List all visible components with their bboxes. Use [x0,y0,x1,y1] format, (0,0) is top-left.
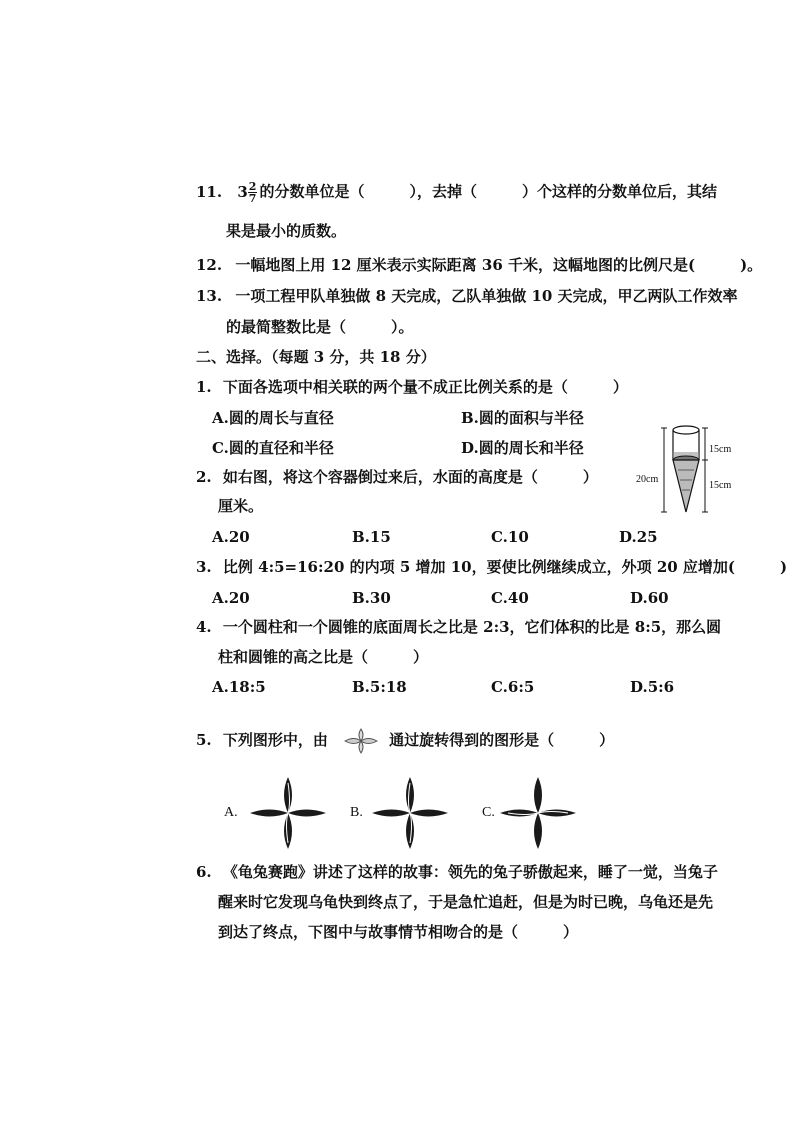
question-11-line-1 [196,181,717,204]
question-text: 一项工程甲队单独做 8 天完成，乙队单独做 10 天完成，甲乙两队工作效率 [235,287,738,305]
dim-label-left: 20cm [636,474,659,485]
option-b-figure [350,775,460,851]
question-text: 如右图，将这个容器倒过来后，水面的高度是（ ） [222,468,598,486]
question-text: 通过旋转得到的图形是（ ） [389,731,615,749]
question-13-line-2: 的最简整数比是（ ）。 [226,318,414,336]
container-figure [634,420,744,525]
question-text: 的分数单位是（ ），去掉（ ）个这样的分数单位后，其结 [259,182,717,201]
choice-question-5 [196,727,614,755]
fraction [248,181,258,204]
choice-question-2-line-1 [196,467,598,487]
option-c: C.40 [491,589,529,607]
dim-label-bottom: 15cm [709,480,732,491]
small-flower-icon [337,727,385,755]
question-13-line-1 [196,286,738,306]
fraction-denominator: 7 [248,192,257,205]
choice-question-4-line-1 [196,617,721,637]
choice-question-3 [196,557,787,577]
flower-c-icon [480,775,590,851]
option-c: C.10 [491,528,529,546]
mixed-number-whole: 3 [237,182,248,201]
question-number: 3. [196,558,212,576]
question-number: 5. [196,731,212,749]
option-a: A.20 [212,589,250,607]
question-text: 下面各选项中相关联的两个量不成正比例关系的是（ ） [222,378,628,396]
option-c: C.6:5 [491,678,535,696]
option-a-figure [222,775,332,851]
question-text: 一幅地图上用 12 厘米表示实际距离 36 千米，这幅地图的比例尺是( )。 [235,256,763,274]
choice-question-6-line-2: 醒来时它发现乌龟快到终点了，于是急忙追赶，但是为时已晚，乌龟还是先 [218,893,714,911]
question-11-line-2: 果是最小的质数。 [226,222,347,240]
option-a: A.20 [212,528,250,546]
section-title: 二、选择。（每题 3 分，共 18 分） [196,348,436,366]
question-number: 4. [196,618,212,636]
question-number: 11. [196,182,223,201]
question-number: 2. [196,468,212,486]
flower-a-icon [222,775,332,851]
choice-question-6-line-3: 到达了终点，下图中与故事情节相吻合的是（ ） [218,923,579,941]
option-d: D.60 [630,589,669,607]
option-b: B.圆的面积与半径 [461,409,584,427]
choice-question-2-line-2: 厘米。 [218,497,264,515]
option-a: A.18:5 [212,678,266,696]
option-b: B.30 [352,589,391,607]
option-c: C.圆的直径和半径 [212,439,334,457]
option-d: D.25 [619,528,658,546]
question-text: 比例 4:5=16:20 的内项 5 增加 10，要使比例继续成立，外项 20 应增加( ) [222,558,788,576]
question-number: 13. [196,287,223,305]
question-text: 《龟兔赛跑》讲述了这样的故事：领先的兔子骄傲起来，睡了一觉，当兔子 [222,863,718,881]
question-text: 一个圆柱和一个圆锥的底面周长之比是 2:3，它们体积的比是 8:5，那么圆 [222,618,722,636]
option-d: D.圆的周长和半径 [461,439,584,457]
option-a: A.圆的周长与直径 [212,409,334,427]
choice-question-1 [196,377,628,397]
question-number: 6. [196,863,212,881]
option-a-label: A. [224,805,238,820]
choice-question-6-line-1 [196,862,718,882]
question-text: 下列图形中，由 [222,731,328,749]
option-b: B.5:18 [352,678,407,696]
question-12 [196,255,762,275]
choice-question-4-line-2: 柱和圆锥的高之比是（ ） [218,648,429,666]
option-b: B.15 [352,528,391,546]
option-d: D.5:6 [630,678,675,696]
flower-b-icon [350,775,460,851]
question-number: 12. [196,256,223,274]
cylinder-cone-diagram [634,420,744,525]
fraction-numerator: 2 [248,180,257,193]
option-b-label: B. [350,805,363,820]
option-c-label: C. [482,805,495,820]
dim-label-top: 15cm [709,444,732,455]
option-c-figure [480,775,590,851]
question-number: 1. [196,378,212,396]
